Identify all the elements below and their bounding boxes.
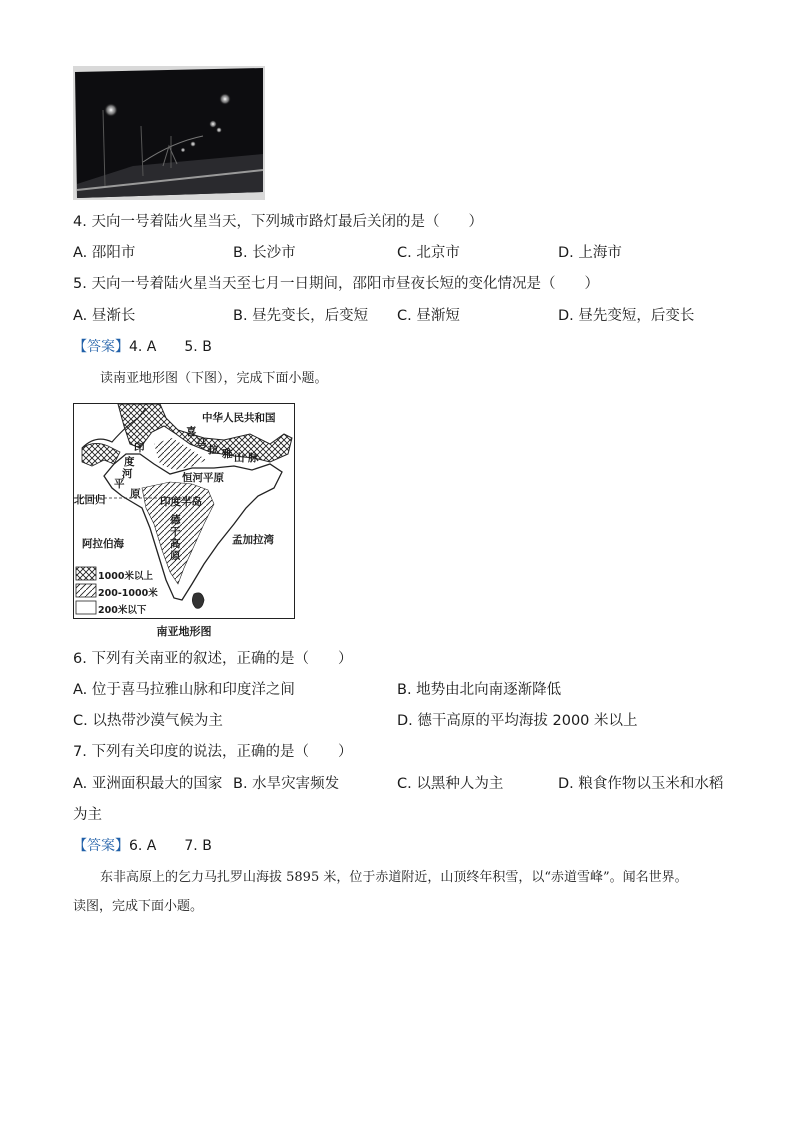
answer-label: 【答案】 xyxy=(73,838,129,854)
kilimanjaro-intro-line2: 读图，完成下面小题。 xyxy=(73,899,204,914)
legend-low: 200米以下 xyxy=(98,605,147,616)
q7-option-d: D. 粮食作物以玉米和水稻 xyxy=(558,776,724,792)
map-label-ya: 雅 xyxy=(222,448,233,460)
q7-option-c: C. 以黑种人为主 xyxy=(397,776,504,792)
map-label-mai: 脉 xyxy=(248,452,259,464)
map-label-gao: 高 xyxy=(170,538,181,550)
q6-option-b: B. 地势由北向南逐渐降低 xyxy=(397,682,562,698)
south-asia-map xyxy=(73,403,295,619)
map-label-ma: 马 xyxy=(196,438,207,450)
answer-label: 【答案】 xyxy=(73,339,129,355)
kilimanjaro-intro: 东非高原上的乞力马扎罗山海拔 5895 米，位于赤道附近，山顶终年积雪，以“赤道雪峰”。闻名世界。 xyxy=(100,870,688,885)
map-label-xi: 喜 xyxy=(186,426,197,438)
map-label-peninsula: 印度半岛 xyxy=(160,496,202,508)
q6-option-d: D. 德干高原的平均海拔 2000 米以上 xyxy=(397,713,638,729)
map-caption: 南亚地形图 xyxy=(156,625,212,638)
q7-option-a: A. 亚洲面积最大的国家 xyxy=(73,776,223,792)
map-label-gan: 干 xyxy=(170,526,181,538)
map-label-du: 度 xyxy=(124,456,135,468)
legend-mid: 200-1000米 xyxy=(98,588,158,599)
map-label-ganges-plain: 恒河平原 xyxy=(182,472,224,484)
map-label-de: 德 xyxy=(170,514,181,526)
q4-option-a: A. 邵阳市 xyxy=(73,245,136,261)
legend-high: 1000米以上 xyxy=(98,571,153,582)
answer-block-1 xyxy=(73,337,212,357)
q6-option-a: A. 位于喜马拉雅山脉和印度洋之间 xyxy=(73,682,295,698)
map-label-la: 拉 xyxy=(208,444,219,456)
answer-value: 4. A 5. B xyxy=(129,339,212,355)
q5-option-b: B. 昼先变长，后变短 xyxy=(233,308,369,324)
question-5: 5. 天向一号着陆火星当天至七月一日期间，邵阳市昼夜长短的变化情况是（ ） xyxy=(73,276,599,292)
question-4: 4. 天向一号着陆火星当天，下列城市路灯最后关闭的是（ ） xyxy=(73,214,483,230)
map-label-he: 河 xyxy=(122,468,133,480)
map-label-ping: 平 xyxy=(114,478,125,490)
q5-option-d: D. 昼先变短，后变长 xyxy=(558,308,695,324)
q5-option-c: C. 昼渐短 xyxy=(397,308,460,324)
q4-option-b: B. 长沙市 xyxy=(233,245,296,261)
map-label-tropic: 北回归 xyxy=(74,494,106,506)
q7-option-d-continuation: 为主 xyxy=(73,807,102,823)
question-7: 7. 下列有关印度的说法，正确的是（ ） xyxy=(73,744,353,760)
map-label-arabian-sea: 阿拉伯海 xyxy=(82,538,124,550)
q7-option-b: B. 水旱灾害频发 xyxy=(233,776,340,792)
map-label-shan: 山 xyxy=(234,452,245,464)
answer-value: 6. A 7. B xyxy=(129,838,212,854)
night-road-photo xyxy=(73,66,265,200)
map-label-bay-of-bengal: 孟加拉湾 xyxy=(232,534,274,546)
map-intro: 读南亚地形图（下图），完成下面小题。 xyxy=(100,371,328,386)
q4-option-d: D. 上海市 xyxy=(558,245,622,261)
map-label-china: 中华人民共和国 xyxy=(202,412,276,424)
map-label-yuan: 原 xyxy=(130,488,141,500)
map-label-yuan2: 原 xyxy=(170,550,181,562)
map-label-yin: 印 xyxy=(134,442,145,454)
q5-option-a: A. 昼渐长 xyxy=(73,308,136,324)
answer-block-2 xyxy=(73,836,212,856)
question-6: 6. 下列有关南亚的叙述，正确的是（ ） xyxy=(73,651,353,667)
q6-option-c: C. 以热带沙漠气候为主 xyxy=(73,713,223,729)
q4-option-c: C. 北京市 xyxy=(397,245,460,261)
